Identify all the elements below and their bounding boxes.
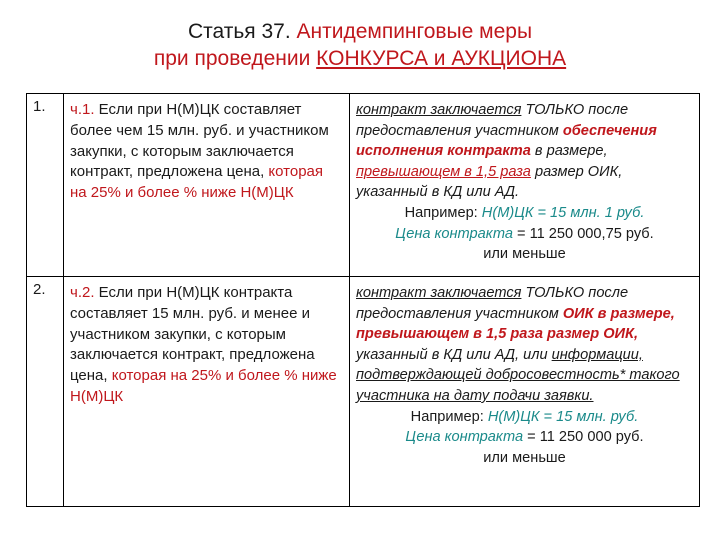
condition-text: Если при Н(М)ЦК составляет более чем 15 млн. руб. и участником закупки, с которым заключается контракт, предложена цена, (70, 101, 329, 181)
condition-threshold: которая на 25% и более % ниже Н(М)ЦК (70, 367, 337, 405)
title-article: Статья 37. (187, 20, 297, 43)
price-line (356, 427, 693, 448)
price-line (356, 224, 693, 245)
condition-cell (64, 277, 350, 507)
less-line: или меньше (483, 449, 566, 466)
title-procedures: КОНКУРСА и АУКЦИОНА (316, 47, 567, 70)
example-value: Н(М)ЦК = 15 млн. руб. (487, 408, 639, 425)
page-title (0, 18, 720, 72)
requirement-highlight: ОИК в размере, превышающем в 1,5 раза размер ОИК, (356, 305, 675, 343)
row-number: 1. (27, 94, 64, 277)
table-row (27, 94, 700, 277)
title-line-2 (0, 45, 720, 72)
requirement-highlight: обеспечения исполнения контракта (356, 122, 657, 160)
requirement-cell (350, 94, 700, 277)
condition-text: Если при Н(М)ЦК контракта составляет 15 млн. руб. и менее и участником закупки, с которым заключается контракт, предложена цена, (70, 284, 315, 385)
title-line-1 (0, 18, 720, 45)
row-number: 2. (27, 277, 64, 507)
price-value: = 11 250 000,75 руб. (512, 225, 654, 242)
requirement-lead: контракт заключается (356, 102, 522, 118)
example-line (356, 407, 693, 428)
requirement-text: ТОЛЬКО после предоставления участником (356, 285, 629, 322)
table-row (27, 277, 700, 507)
requirement-multiplier: превышающем в 1,5 раза (356, 163, 531, 180)
part-label: ч.2. (70, 284, 95, 301)
title-topic: Антидемпинговые меры (296, 20, 533, 43)
title-context: при проведении (153, 47, 317, 70)
example-value: Н(М)ЦК = 15 млн. 1 руб. (481, 204, 645, 221)
requirement-text-2: указанный в КД или АД, или (356, 346, 552, 363)
requirement-text-3: размер ОИК, указанный в КД или АД. (356, 163, 623, 201)
requirement-cell (350, 277, 700, 507)
example-label: Например: (410, 408, 488, 425)
part-label: ч.1. (70, 101, 95, 118)
requirement-integrity: информации, подтверждающей добросовестность* такого участника на дату подачи заявки. (356, 346, 680, 404)
condition-threshold: которая на 25% и более % ниже Н(М)ЦК (70, 163, 324, 202)
price-label: Цена контракта (395, 225, 513, 242)
requirement-text: ТОЛЬКО после предоставления участником (356, 102, 629, 139)
example-label: Например: (404, 204, 482, 221)
requirement-lead: контракт заключается (356, 285, 522, 301)
price-value: = 11 250 000 руб. (523, 429, 644, 446)
example-line (356, 203, 693, 224)
requirement-text-2: в размере, (530, 143, 608, 160)
less-line: или меньше (483, 246, 566, 263)
price-label: Цена контракта (405, 429, 524, 446)
measures-table (26, 93, 700, 507)
condition-cell (64, 94, 350, 277)
